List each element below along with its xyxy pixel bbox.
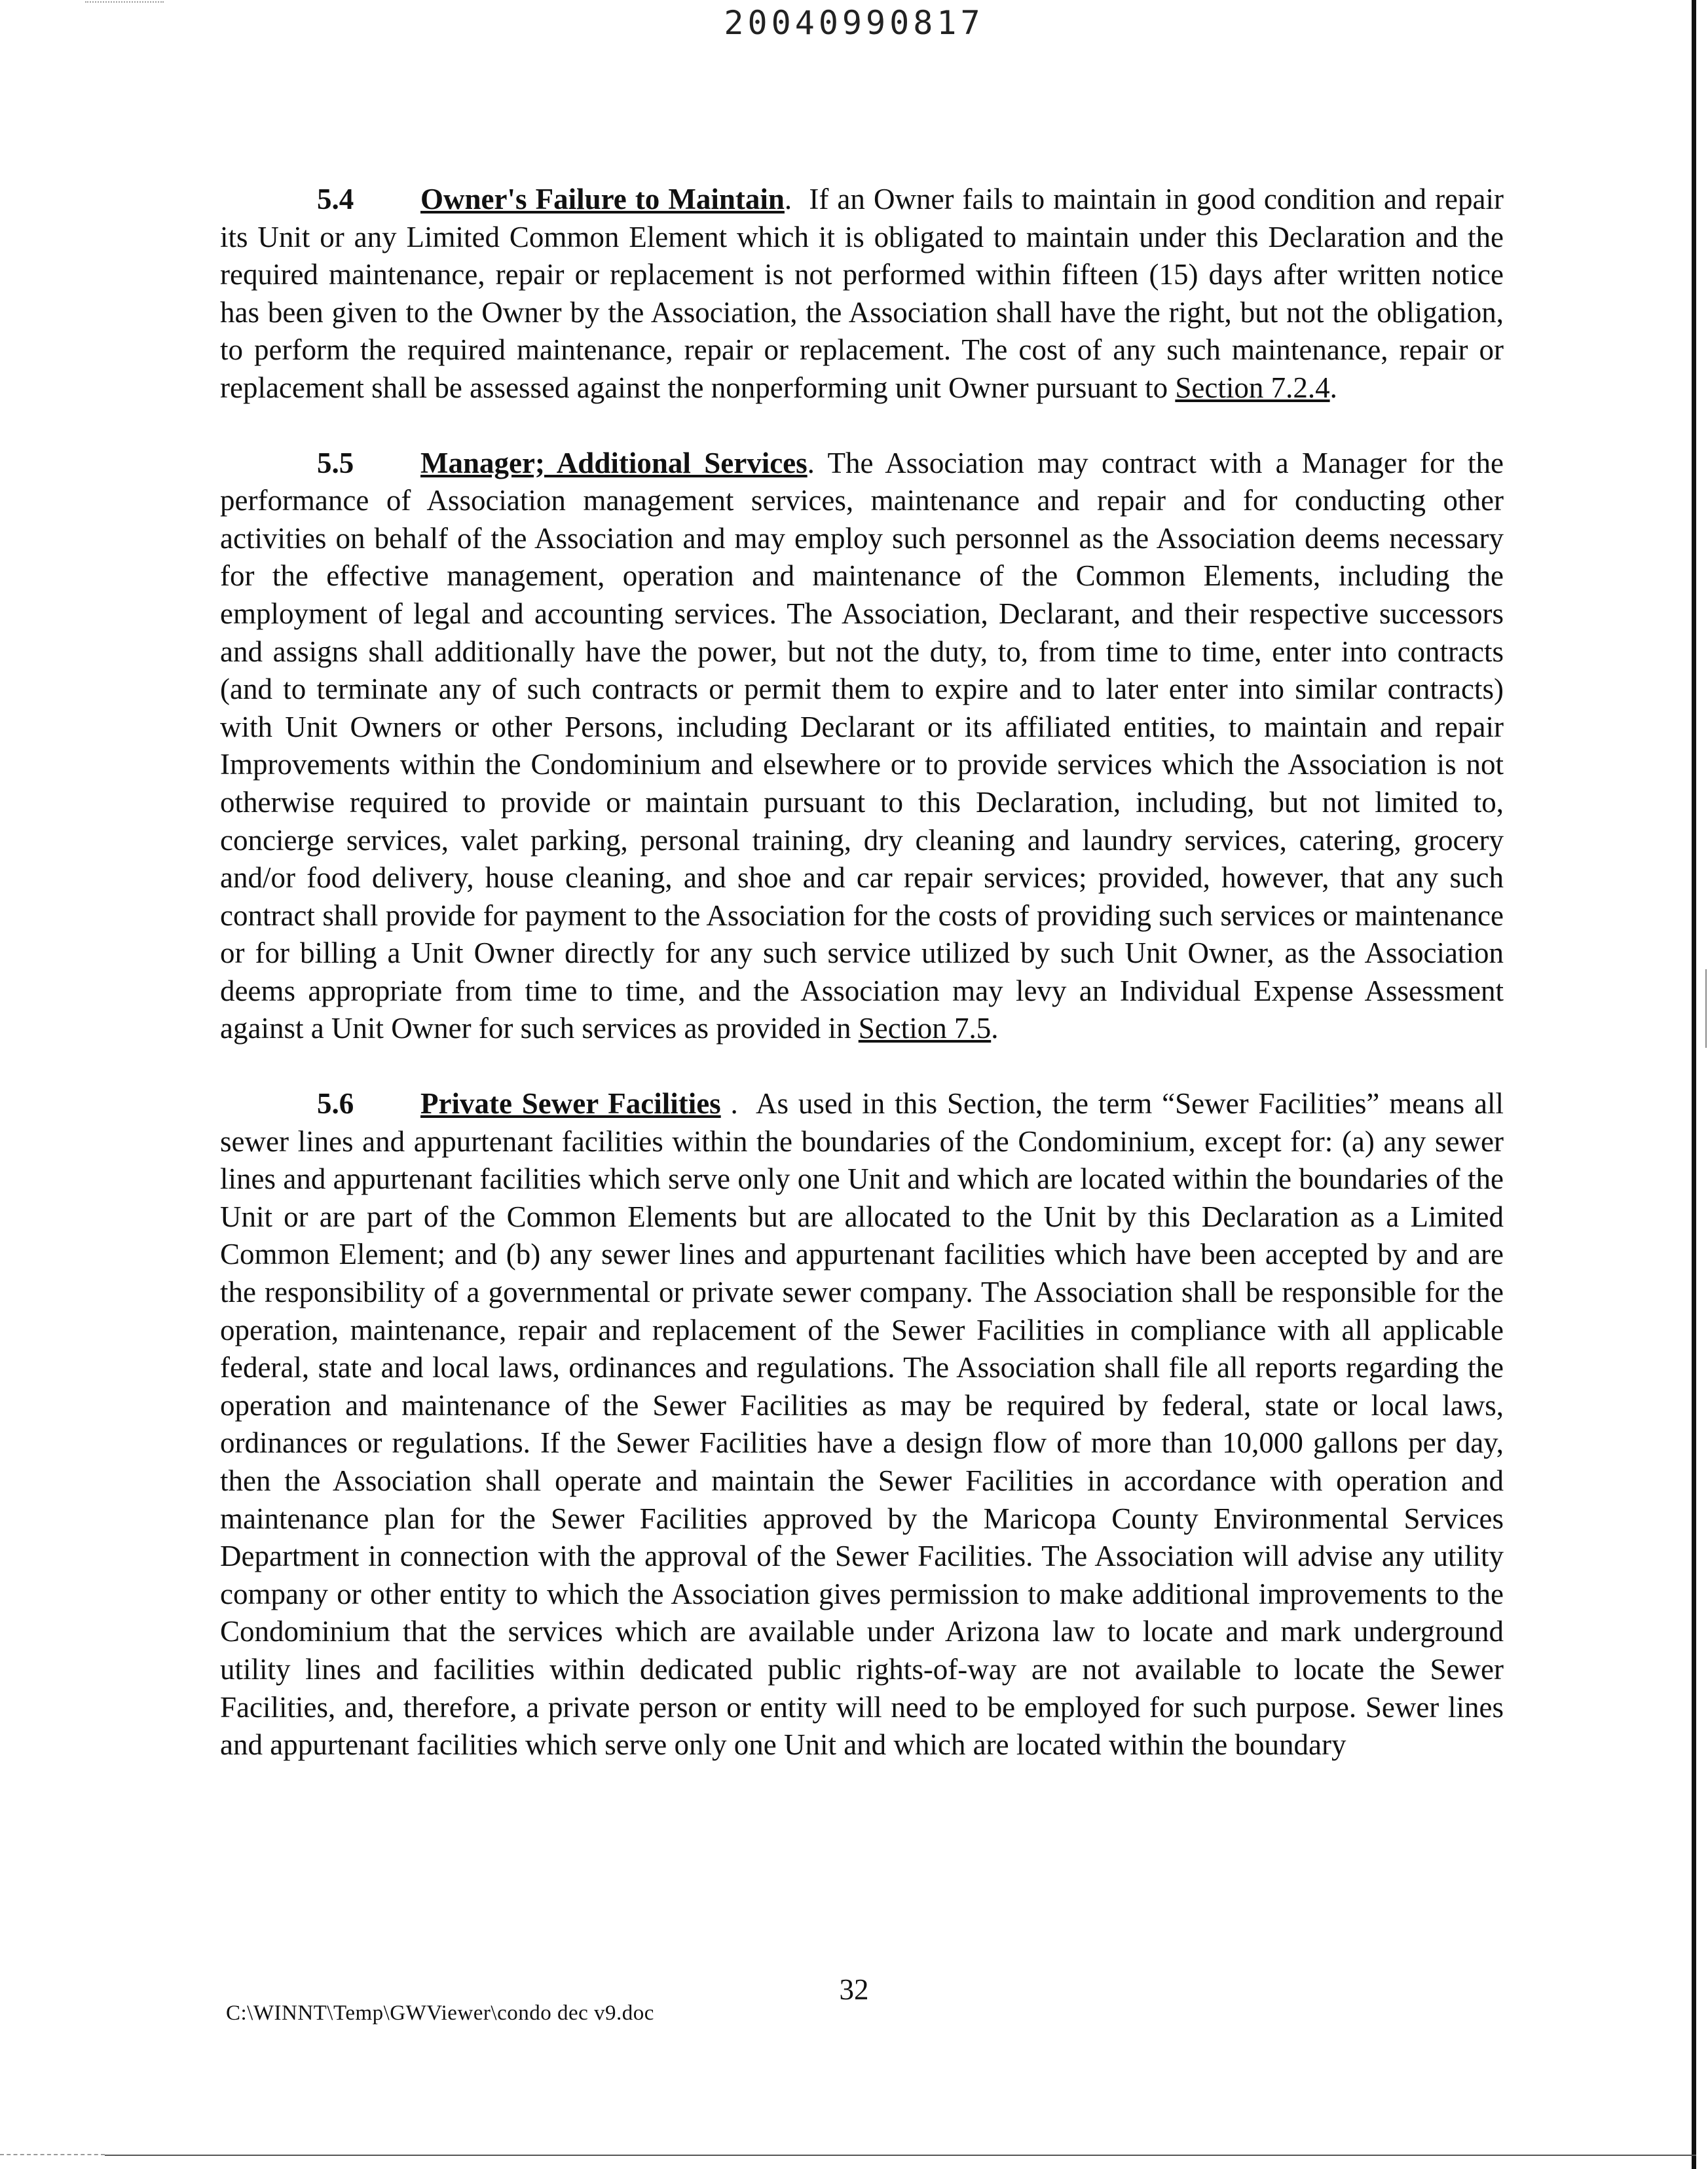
- heading-punctuation: .: [784, 183, 792, 215]
- section-number: 5.4: [317, 183, 354, 215]
- section-number: 5.5: [317, 446, 354, 479]
- section-reference: Section 7.5: [858, 1012, 992, 1045]
- section-body: The Association may contract with a Manager for the performance of Association management services, maintenance and repair and for conducting other activities on behalf of the Association and may employ such personnel as the Association deems necessary for the effective management, operation and maintenance of the Common Elements, including the employment of legal and accounting services. The Association, Declarant, and their respective successors and assigns shall additionally have the power, but not the duty, to, from time to time, enter into contracts (and to terminate any of such contracts or permit them to expire and to later enter into similar contracts) with Unit Owners or other Persons, including Declarant or its affiliated entities, to maintain and repair Improvements within the Condominium and elsewhere or to provide services which the Association is not otherwise required to provide or maintain pursuant to this Declaration, including, but not limited to, concierge services, valet parking, personal training, dry cleaning and laundry services, catering, grocery and/or food delivery, house cleaning, and shoe and car repair services; provided, however, that any such contract shall provide for payment to the Association for the costs of providing such services or maintenance or for billing a Unit Owner directly for any such service utilized by such Unit Owner, as the Association deems appropriate from time to time, and the Association may levy an Individual Expense Assessment against a Unit Owner for such services as provided in: [220, 446, 1504, 1045]
- heading-punctuation: .: [720, 1087, 738, 1121]
- section-5-6: [220, 1085, 1504, 1764]
- section-5-5: [220, 445, 1504, 1048]
- scan-artifact-bottom: [0, 2154, 105, 2155]
- section-reference: Section 7.2.4: [1175, 371, 1330, 404]
- section-tail: .: [1329, 371, 1337, 404]
- section-tail: .: [991, 1012, 999, 1045]
- section-heading: Owner's Failure to Maintain: [420, 183, 785, 215]
- page-number: 32: [839, 1973, 869, 2006]
- scan-edge-bottom: [105, 2155, 1696, 2156]
- section-body: As used in this Section, the term “Sewer Facilities” means all sewer lines and appurtenant facilities within the boundaries of the Condominium, except for: (a) any sewer lines and appurtenant facilities which serve only one Unit and which are located within the boundaries of the Unit or are part of the Common Elements but are allocated to the Unit by this Declaration as a Limited Common Element; and (b) any sewer lines and appurtenant facilities which have been accepted by and are the responsibility of a governmental or private sewer company. The Association shall be responsible for the operation, maintenance, repair and replacement of the Sewer Facilities in compliance with all applicable federal, state and local laws, ordinances and regulations. The Association shall file all reports regarding the operation and maintenance of the Sewer Facilities as may be required by federal, state or local laws, ordinances or regulations. If the Sewer Facilities have a design flow of more than 10,000 gallons per day, then the Association shall operate and maintain the Sewer Facilities in accordance with operation and maintenance plan for the Sewer Facilities approved by the Maricopa County Environmental Services Department in connection with the approval of the Sewer Facilities. The Association will advise any utility company or other entity to which the Association gives permission to make additional improvements to the Condominium that the services which are available under Arizona law to locate and mark underground utility lines and facilities within dedicated public rights-of-way are not available to locate the Sewer Facilities, and, therefore, a private person or entity will need to be employed for such purpose. Sewer lines and appurtenant facilities which serve only one Unit and which are located within the boundary: [220, 1087, 1504, 1762]
- section-body: If an Owner fails to maintain in good condition and repair its Unit or any Limited Common Element which it is obligated to maintain under this Declaration and the required maintenance, repair or replacement is not performed within fifteen (15) days after written notice has been given to the Owner by the Association, the Association shall have the right, but not the obligation, to perform the required maintenance, repair or replacement. The cost of any such maintenance, repair or replacement shall be assessed against the nonperforming unit Owner pursuant to: [220, 183, 1504, 404]
- document-number: 20040990817: [724, 4, 984, 42]
- footer-file-path: C:\WINNT\Temp\GWViewer\condo dec v9.doc: [226, 2001, 654, 2025]
- section-heading: Manager; Additional Services: [420, 446, 808, 479]
- section-5-4: [220, 181, 1504, 407]
- section-number: 5.6: [317, 1087, 354, 1121]
- heading-punctuation: .: [807, 446, 815, 479]
- document-body: [220, 181, 1504, 1802]
- scan-edge-mark: [1705, 969, 1707, 1048]
- section-heading: Private Sewer Facilities: [420, 1087, 721, 1121]
- scan-edge-right: [1692, 0, 1696, 2169]
